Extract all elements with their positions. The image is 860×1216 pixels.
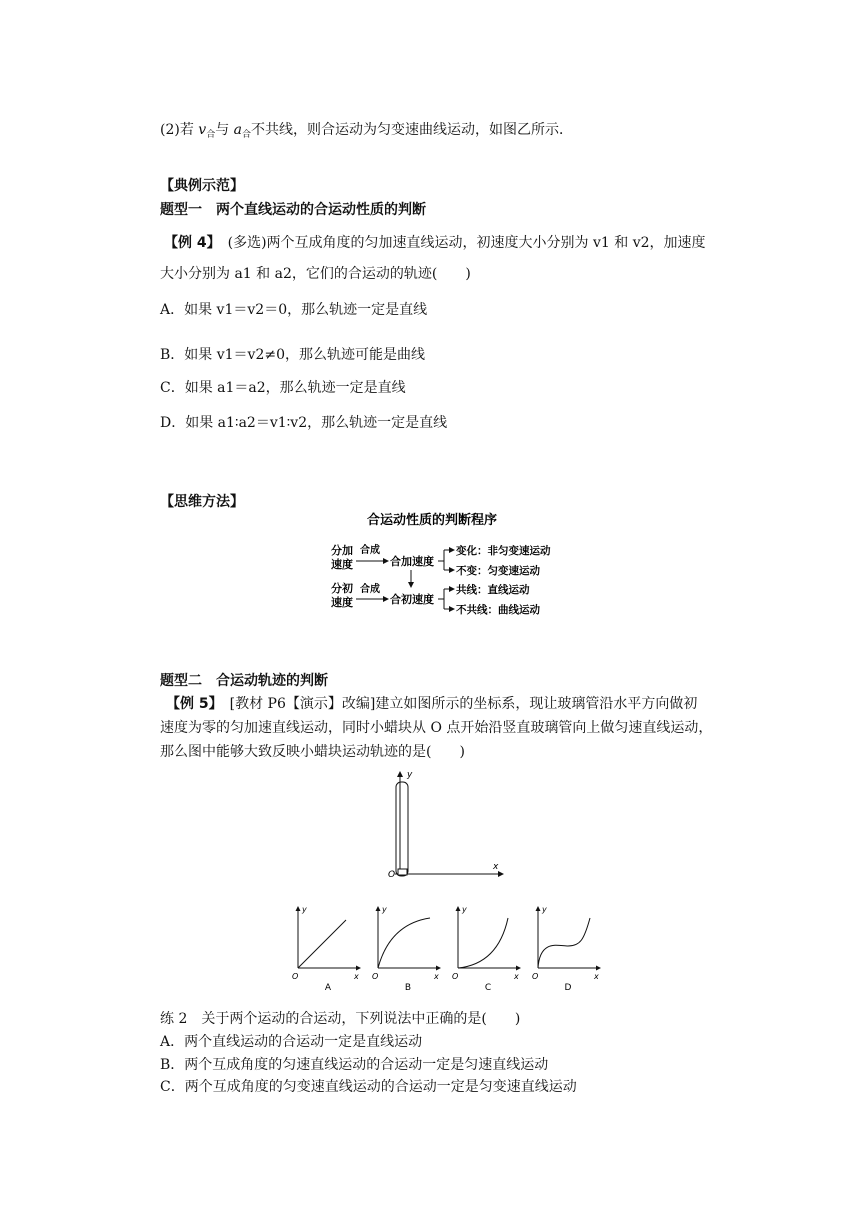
- graph-b-curve: [378, 918, 430, 968]
- graph-b-x-label: x: [434, 972, 439, 981]
- example4-option-d: D．如果 a1∶a2＝v1∶v2，那么轨迹一定是直线: [160, 415, 448, 431]
- practice2-question: 练 2 关于两个运动的合运动，下列说法中正确的是( ): [160, 1011, 521, 1027]
- graph-c-y-label: y: [462, 905, 467, 914]
- graph-c-label: C: [484, 983, 492, 993]
- graph-d-curve: [538, 918, 590, 968]
- flow-row1-arrow-label: 合成: [360, 545, 380, 556]
- graph-c-curve: [458, 918, 508, 968]
- flow-title: 合运动性质的判断程序: [366, 513, 498, 528]
- graph-a: [292, 905, 360, 993]
- tube-x-label: x: [493, 862, 499, 872]
- graph-c: [452, 905, 520, 993]
- flow-row2-out-top: 共线：直线运动: [456, 584, 530, 596]
- practice2-option-a: A．两个直线运动的合运动一定是直线运动: [160, 1034, 423, 1050]
- example4-line1: 【例 4】 (多选)两个互成角度的匀加速直线运动，初速度大小分别为 v1 和 v2，加速度: [164, 235, 706, 251]
- graph-d-y-label: y: [542, 905, 547, 914]
- trajectory-graphs: [288, 904, 608, 994]
- graph-a-y-label: y: [302, 905, 307, 914]
- flow-row2-center: 合初速度: [390, 593, 434, 606]
- graph-b-y-label: y: [382, 905, 387, 914]
- graph-a-x-label: x: [354, 972, 359, 981]
- flow-row1-out-top: 变化：非匀变速运动: [456, 545, 551, 557]
- flow-row1-center: 合加速度: [390, 555, 434, 568]
- practice2-option-c: C．两个互成角度的匀变速直线运动的合运动一定是匀变速直线运动: [160, 1079, 577, 1095]
- example5-label: 【例 5】: [166, 696, 216, 712]
- glass-tube-figure: [385, 767, 515, 882]
- graph-c-x-label: x: [514, 972, 519, 981]
- tube-y-label: y: [407, 770, 413, 780]
- intro-line: (2)若 $v_合$与 $a_合$不共线，则合运动为匀变速曲线运动，如图乙所示．: [160, 122, 574, 140]
- practice2-option-b: B．两个互成角度的匀速直线运动的合运动一定是匀速直线运动: [160, 1057, 549, 1073]
- graph-d-label: D: [564, 983, 572, 993]
- graph-a-curve: [298, 920, 346, 968]
- flow-row2-branch: [438, 589, 444, 609]
- glass-tube: [396, 782, 408, 876]
- graph-b: [372, 905, 440, 993]
- example5-line3: 那么图中能够大致反映小蜡块运动轨迹的是( ): [160, 744, 465, 760]
- graph-b-origin: O: [372, 972, 379, 981]
- flow-row2-left-top: 分初: [331, 582, 353, 595]
- example4-option-a: A．如果 v1＝v2＝0，那么轨迹一定是直线: [160, 302, 428, 318]
- section-heading-method: 【思维方法】: [160, 494, 244, 510]
- type2-title: 题型二 合运动轨迹的判断: [160, 673, 328, 689]
- flow-row2-out-bottom: 不共线：曲线运动: [456, 604, 540, 616]
- type1-title: 题型一 两个直线运动的合运动性质的判断: [160, 202, 426, 218]
- flow-row1-left-bottom: 速度: [331, 558, 353, 571]
- example5-line1: 【例 5】 [教材 P6【演示】改编]建立如图所示的坐标系，现让玻璃管沿水平方向做初: [166, 696, 698, 712]
- tube-origin-label: O: [388, 870, 396, 880]
- example4-line2: 大小分别为 a1 和 a2，它们的合运动的轨迹( ): [160, 266, 471, 282]
- flow-row2-left-bottom: 速度: [331, 596, 353, 609]
- graph-a-label: A: [324, 983, 332, 993]
- wax-block: [398, 869, 407, 875]
- graph-d-origin: O: [532, 972, 539, 981]
- flow-row1-out-bottom: 不变：匀变速运动: [456, 565, 540, 577]
- graph-d: [532, 905, 600, 993]
- graph-c-origin: O: [452, 972, 459, 981]
- graph-a-origin: O: [292, 972, 299, 981]
- example4-option-b: B．如果 v1＝v2≠0，那么轨迹可能是曲线: [160, 347, 426, 363]
- flow-row2-arrow-label: 合成: [360, 584, 380, 595]
- example5-line2: 速度为零的匀加速直线运动，同时小蜡块从 O 点开始沿竖直玻璃管向上做匀速直线运动，: [160, 720, 713, 736]
- flow-row1-branch: [438, 550, 452, 570]
- graph-d-x-label: x: [594, 972, 599, 981]
- section-heading-examples: 【典例示范】: [160, 178, 244, 194]
- graph-b-label: B: [404, 983, 412, 993]
- flow-row1-left-top: 分加: [331, 544, 353, 557]
- example4-label: 【例 4】: [164, 235, 214, 251]
- judgement-flow-diagram: [326, 510, 586, 620]
- example4-option-c: C．如果 a1＝a2，那么轨迹一定是直线: [160, 380, 406, 396]
